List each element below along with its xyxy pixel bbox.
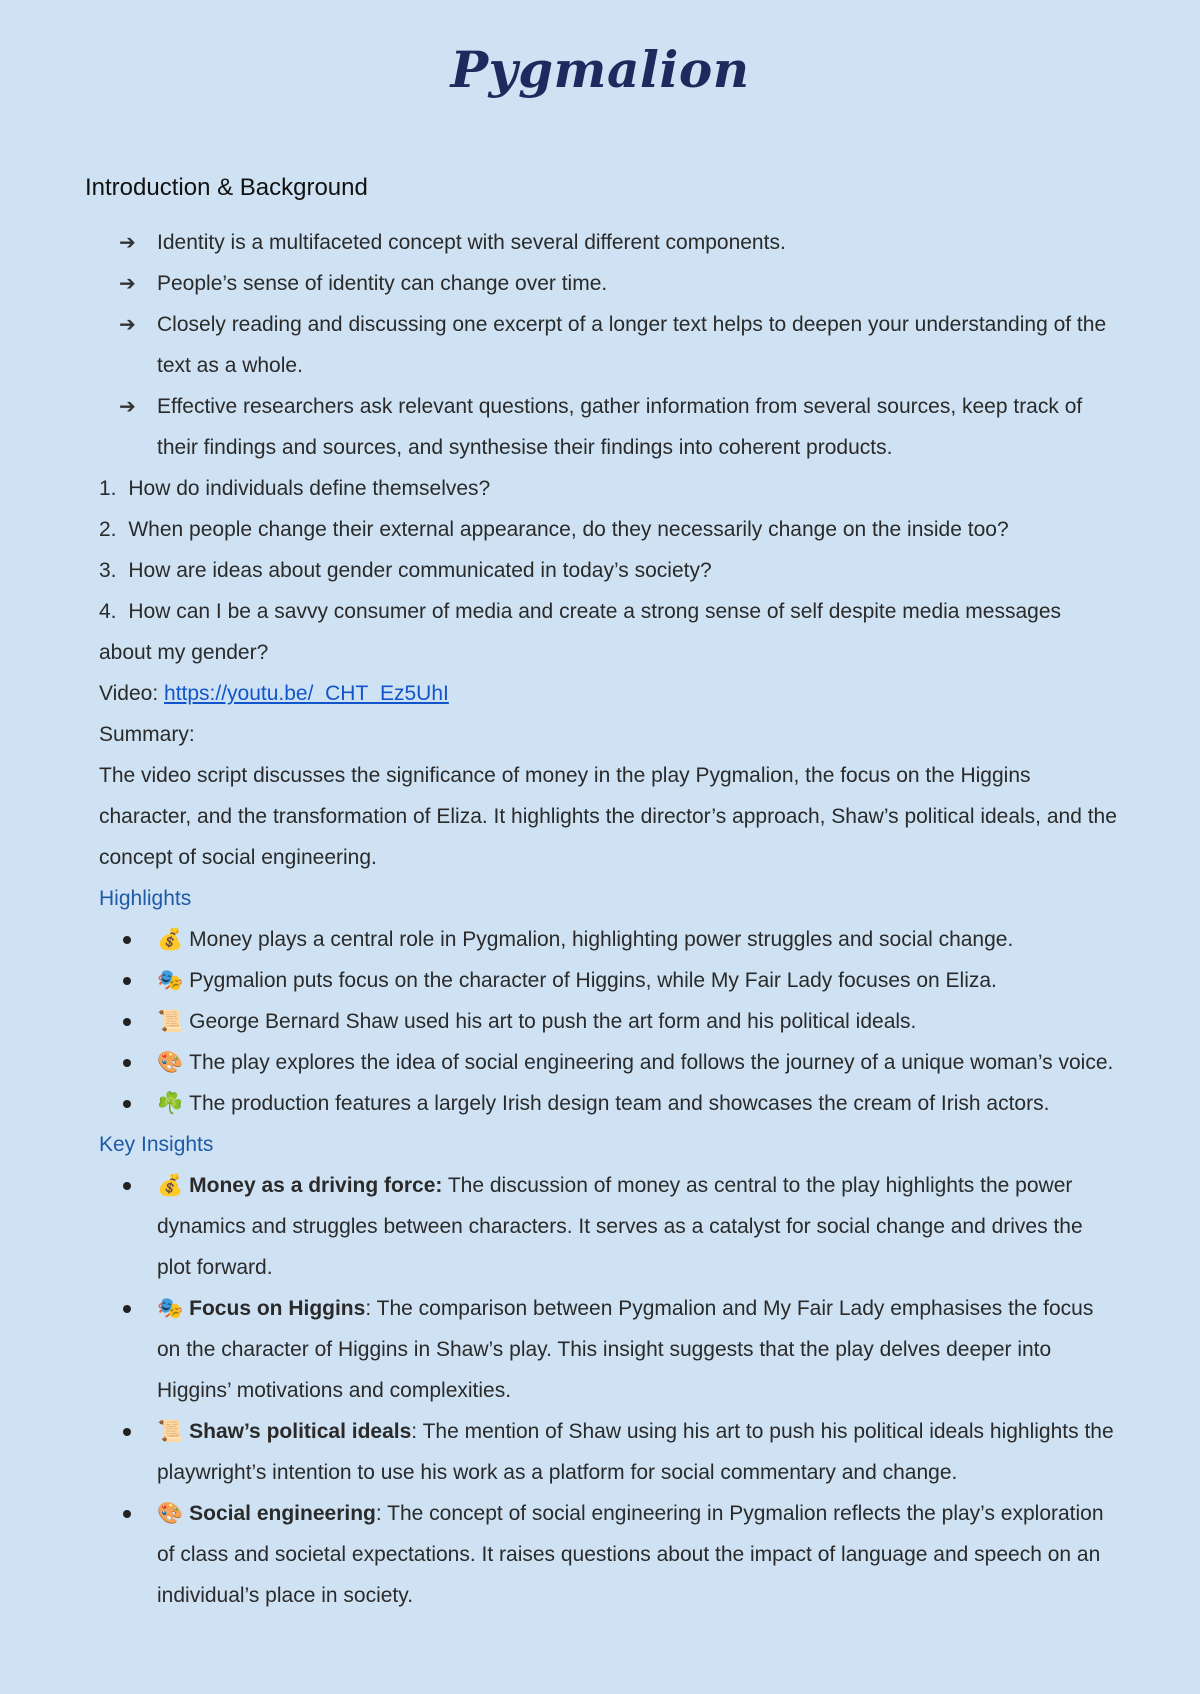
insights-list (99, 1165, 1119, 1616)
question-number: 3. (99, 559, 117, 582)
insight-text: : The comparison between Pygmalion and My Fair Lady emphasises the focus on the character of Higgins in Shaw’s play. This insight suggests that the play delves deeper into Higgins’ motivations and complexities. (157, 1297, 1094, 1402)
question-number: 1. (99, 477, 117, 500)
highlight-text: George Bernard Shaw used his art to push the art form and his political ideals. (189, 1010, 917, 1033)
insight-item (99, 1493, 1119, 1616)
bullet-icon (123, 1100, 131, 1108)
bullet-icon (123, 1305, 131, 1313)
insight-title: Focus on Higgins (189, 1297, 366, 1320)
highlight-item (99, 1001, 1119, 1042)
question-text: How are ideas about gender communicated in today’s society? (128, 559, 712, 582)
palette-icon: 🎨 (157, 1501, 184, 1525)
insight-item (99, 1165, 1119, 1288)
highlight-text: The production features a largely Irish design team and showcases the cream of Irish actors. (189, 1092, 1050, 1115)
theater-masks-icon: 🎭 (157, 1296, 184, 1320)
bullet-icon (123, 1182, 131, 1190)
question-text: How can I be a savvy consumer of media and create a strong sense of self despite media messages about my gender? (99, 600, 1062, 664)
question-item (99, 591, 1119, 673)
bullet-icon (123, 936, 131, 944)
intro-item-text: Effective researchers ask relevant questions, gather information from several sources, keep track of their findings and sources, and synthesise their findings into coherent products. (157, 395, 1083, 459)
highlight-text: Pygmalion puts focus on the character of Higgins, while My Fair Lady focuses on Eliza. (189, 969, 997, 992)
question-item (99, 550, 1119, 591)
highlight-item (99, 960, 1119, 1001)
bullet-icon (123, 1018, 131, 1026)
intro-item-text: Closely reading and discussing one excerpt of a longer text helps to deepen your understanding of the text as a whole. (157, 313, 1107, 377)
video-label: Video: (99, 682, 159, 705)
intro-list (99, 222, 1119, 468)
intro-item-text: Identity is a multifaceted concept with several different components. (157, 231, 786, 254)
arrow-icon: ➔ (119, 312, 136, 336)
insight-item (99, 1411, 1119, 1493)
intro-item-text: People’s sense of identity can change over time. (157, 272, 608, 295)
money-bag-icon: 💰 (157, 927, 184, 951)
question-list (99, 468, 1119, 673)
money-bag-icon: 💰 (157, 1173, 184, 1197)
document-title: Pygmalion (450, 40, 750, 99)
video-line (99, 673, 1119, 714)
palette-icon: 🎨 (157, 1050, 184, 1074)
highlight-item (99, 1083, 1119, 1124)
arrow-icon: ➔ (119, 271, 136, 295)
bullet-icon (123, 1059, 131, 1067)
document-body (99, 222, 1119, 1616)
section-heading: Introduction & Background (85, 174, 368, 201)
highlights-heading: Highlights (99, 887, 192, 910)
insight-item (99, 1288, 1119, 1411)
insight-title: Money as a driving force: (189, 1174, 443, 1197)
summary-text: The video script discusses the significance of money in the play Pygmalion, the focus on the Higgins character, and the transformation of Eliza. It highlights the director’s approach, Shaw’s political ideals, and the concept of social engineering. (99, 764, 1117, 869)
summary-label: Summary: (99, 723, 195, 746)
scroll-icon: 📜 (157, 1419, 184, 1443)
insight-title: Social engineering (189, 1502, 376, 1525)
arrow-icon: ➔ (119, 394, 136, 418)
question-item (99, 468, 1119, 509)
insight-text: : The concept of social engineering in Pygmalion reflects the play’s exploration of class and societal expectations. It raises questions about the impact of language and speech on an individual’s place in society. (157, 1502, 1104, 1607)
highlight-text: Money plays a central role in Pygmalion, highlighting power struggles and social change. (189, 928, 1014, 951)
insight-text: The discussion of money as central to the play highlights the power dynamics and struggles between characters. It serves as a catalyst for social change and drives the plot forward. (157, 1174, 1083, 1279)
highlight-item (99, 919, 1119, 960)
question-item (99, 509, 1119, 550)
insight-text: : The mention of Shaw using his art to push his political ideals highlights the playwright’s intention to use his work as a platform for social commentary and change. (157, 1420, 1114, 1484)
highlight-text: The play explores the idea of social engineering and follows the journey of a unique woman’s voice. (189, 1051, 1114, 1074)
question-number: 2. (99, 518, 117, 541)
question-text: How do individuals define themselves? (128, 477, 491, 500)
question-text: When people change their external appearance, do they necessarily change on the inside too? (128, 518, 1009, 541)
highlights-list (99, 919, 1119, 1124)
shamrock-icon: ☘️ (157, 1091, 184, 1115)
question-number: 4. (99, 600, 117, 623)
insight-title: Shaw’s political ideals (189, 1420, 412, 1443)
intro-item (99, 222, 1119, 263)
theater-masks-icon: 🎭 (157, 968, 184, 992)
intro-item (99, 263, 1119, 304)
bullet-icon (123, 1428, 131, 1436)
bullet-icon (123, 977, 131, 985)
arrow-icon: ➔ (119, 230, 136, 254)
scroll-icon: 📜 (157, 1009, 184, 1033)
highlight-item (99, 1042, 1119, 1083)
insights-heading: Key Insights (99, 1133, 214, 1156)
intro-item (99, 386, 1119, 468)
bullet-icon (123, 1510, 131, 1518)
intro-item (99, 304, 1119, 386)
video-link[interactable]: https://youtu.be/_CHT_Ez5UhI (164, 682, 449, 705)
